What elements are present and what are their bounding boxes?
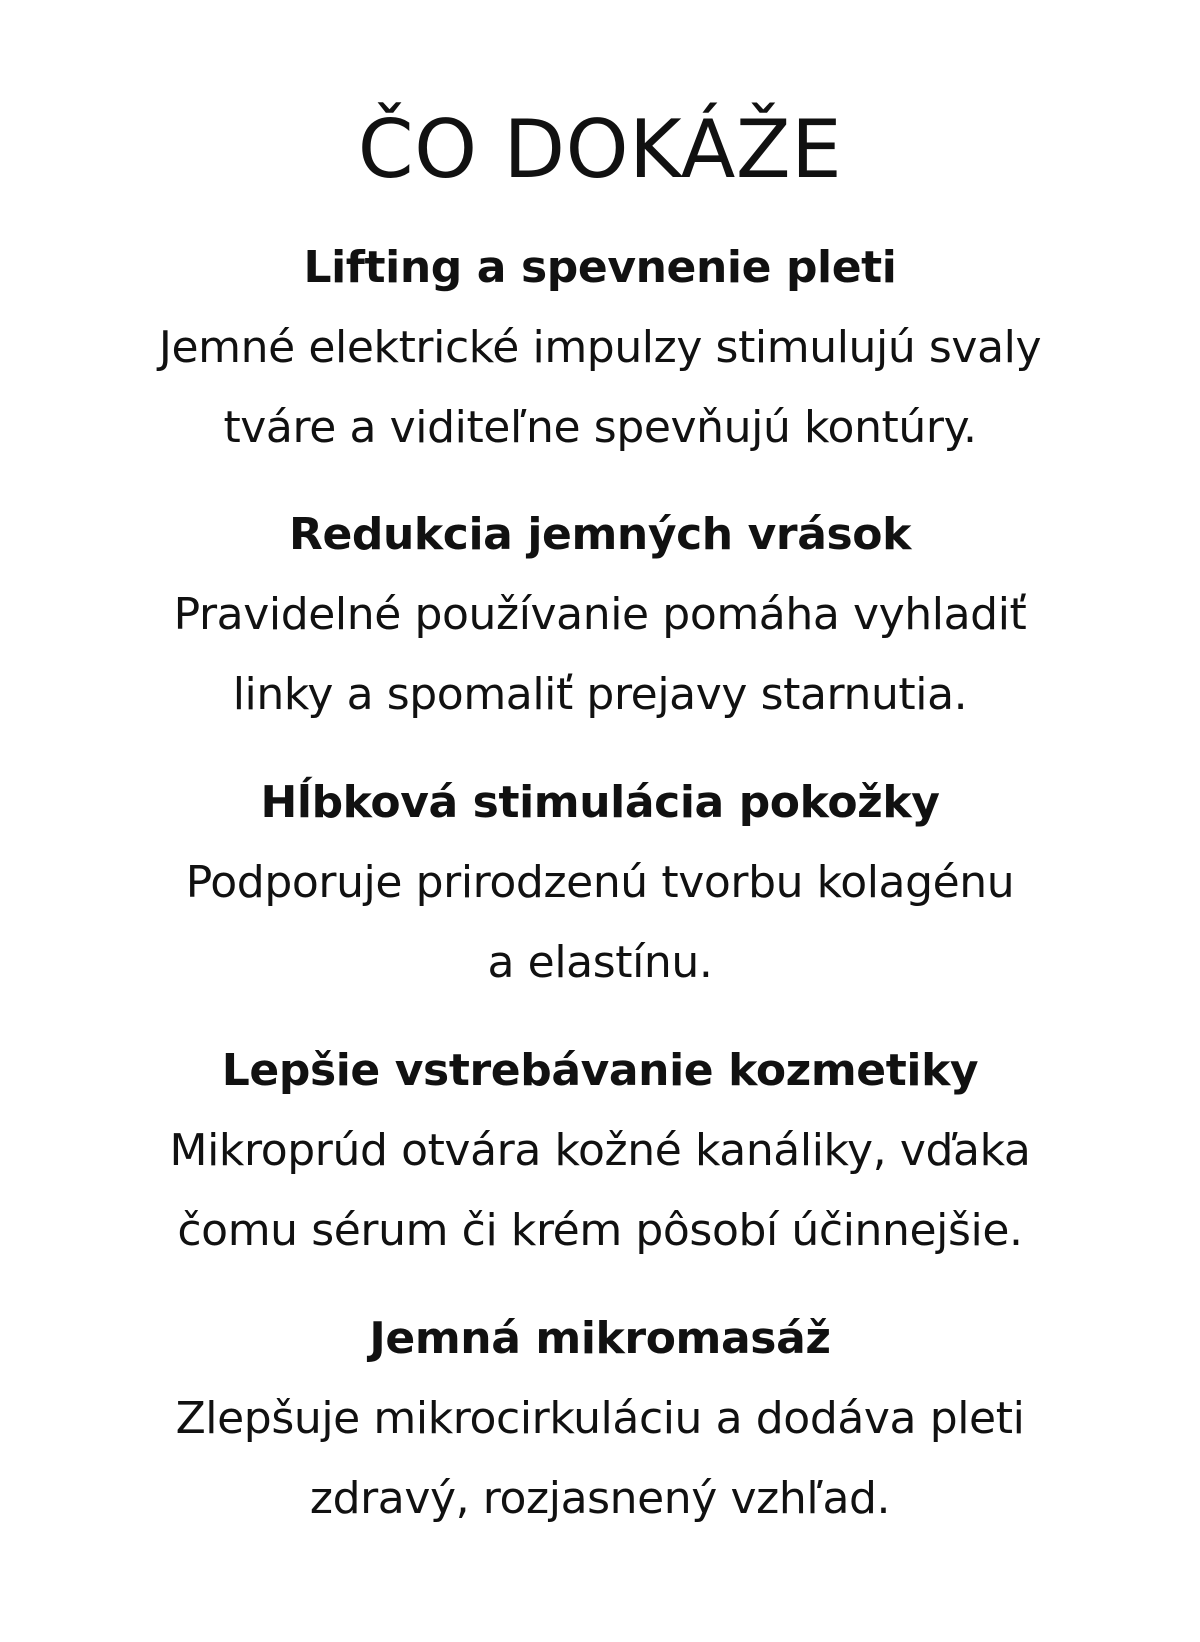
features-section (0, 228, 1200, 1539)
feature-description (0, 308, 1200, 468)
feature-heading: Jemná mikromasáž (369, 1313, 831, 1364)
feature-description (0, 575, 1200, 735)
feature-description-line: tváre a viditeľne spevňujú kontúry. (223, 402, 977, 453)
feature-heading: Redukcia jemných vrások (288, 509, 912, 560)
feature-description (0, 843, 1200, 1003)
feature-item-lifting (0, 228, 1200, 468)
feature-item-massage (0, 1299, 1200, 1539)
feature-description-line: Podporuje prirodzenú tvorbu kolagénu (185, 857, 1015, 908)
feature-description-line: Mikroprúd otvára kožné kanáliky, vďaka (169, 1125, 1031, 1176)
feature-description-line: a elastínu. (487, 937, 713, 988)
feature-description-line: Zlepšuje mikrocirkuláciu a dodáva pleti (175, 1393, 1025, 1444)
feature-heading: Lifting a spevnenie pleti (303, 242, 897, 293)
feature-item-absorption (0, 1031, 1200, 1271)
feature-item-wrinkles (0, 495, 1200, 735)
feature-description (0, 1111, 1200, 1271)
feature-description-line: zdravý, rozjasnený vzhľad. (309, 1473, 891, 1524)
feature-item-stimulation (0, 763, 1200, 1003)
feature-heading: Hĺbková stimulácia pokožky (260, 777, 940, 828)
feature-description-line: čomu sérum či krém pôsobí účinnejšie. (177, 1205, 1023, 1256)
feature-description-line: linky a spomaliť prejavy starnutia. (232, 669, 968, 720)
feature-description (0, 1379, 1200, 1539)
feature-description-line: Jemné elektrické impulzy stimulujú svaly (158, 322, 1042, 373)
page-title: ČO DOKÁŽE (357, 103, 843, 196)
feature-heading: Lepšie vstrebávanie kozmetiky (221, 1045, 979, 1096)
feature-description-line: Pravidelné používanie pomáha vyhladiť (173, 589, 1027, 640)
